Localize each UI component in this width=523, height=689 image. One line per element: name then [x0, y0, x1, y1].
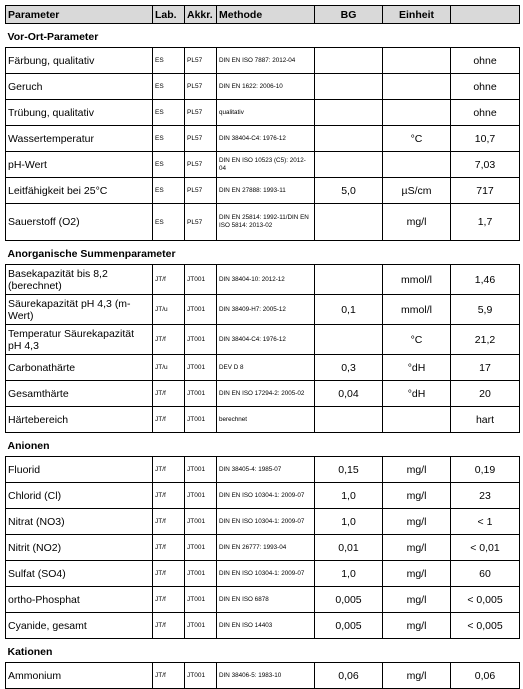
cell-akkr: JT001: [185, 295, 217, 325]
cell-wert: ohne: [451, 48, 520, 74]
section-header: [6, 241, 523, 265]
table-row: [6, 355, 523, 381]
section-title: Kationen: [6, 639, 523, 663]
table-row: [6, 265, 523, 295]
cell-lab: JT/f: [153, 663, 185, 689]
cell-wert: < 0,01: [451, 535, 520, 561]
cell-spacer: [520, 407, 523, 433]
cell-bg: [315, 126, 383, 152]
cell-wert: < 0,005: [451, 613, 520, 639]
table-row: [6, 152, 523, 178]
section-title: Anorganische Summenparameter: [6, 241, 523, 265]
cell-akkr: JT001: [185, 613, 217, 639]
table-row: [6, 407, 523, 433]
cell-einheit: mg/l: [383, 587, 451, 613]
cell-spacer: [520, 457, 523, 483]
cell-spacer: [520, 509, 523, 535]
cell-parameter: pH-Wert: [6, 152, 153, 178]
cell-akkr: JT001: [185, 663, 217, 689]
cell-methode: DIN EN ISO 14403: [217, 613, 315, 639]
cell-spacer: [520, 535, 523, 561]
cell-methode: DIN 38404-C4: 1976-12: [217, 325, 315, 355]
cell-akkr: JT001: [185, 381, 217, 407]
cell-akkr: PL57: [185, 204, 217, 241]
cell-wert: 1,7: [451, 204, 520, 241]
cell-einheit: mg/l: [383, 613, 451, 639]
cell-einheit: °C: [383, 126, 451, 152]
cell-spacer: [520, 663, 523, 689]
cell-bg: [315, 265, 383, 295]
cell-methode: DIN EN ISO 10304-1: 2009-07: [217, 561, 315, 587]
cell-akkr: JT001: [185, 535, 217, 561]
cell-parameter: Sauerstoff (O2): [6, 204, 153, 241]
cell-spacer: [520, 265, 523, 295]
cell-wert: 7,03: [451, 152, 520, 178]
cell-parameter: Färbung, qualitativ: [6, 48, 153, 74]
cell-spacer: [520, 48, 523, 74]
cell-methode: DIN 38406-5: 1983-10: [217, 663, 315, 689]
cell-einheit: mg/l: [383, 457, 451, 483]
cell-akkr: JT001: [185, 265, 217, 295]
cell-wert: 0,06: [451, 663, 520, 689]
cell-parameter: Temperatur Säurekapazität pH 4,3: [6, 325, 153, 355]
section-title: Anionen: [6, 433, 523, 457]
cell-spacer: [520, 355, 523, 381]
cell-bg: [315, 48, 383, 74]
cell-einheit: °C: [383, 325, 451, 355]
table-row: [6, 663, 523, 689]
cell-einheit: [383, 48, 451, 74]
table-row: [6, 561, 523, 587]
table-row: [6, 74, 523, 100]
cell-bg: 0,01: [315, 535, 383, 561]
cell-spacer: [520, 483, 523, 509]
cell-parameter: Ammonium: [6, 663, 153, 689]
cell-wert: 5,9: [451, 295, 520, 325]
cell-parameter: Gesamthärte: [6, 381, 153, 407]
cell-lab: JT/f: [153, 561, 185, 587]
cell-akkr: PL57: [185, 178, 217, 204]
table-row: [6, 535, 523, 561]
table-row: [6, 325, 523, 355]
cell-akkr: PL57: [185, 152, 217, 178]
cell-spacer: [520, 100, 523, 126]
cell-methode: DIN EN ISO 7887: 2012-04: [217, 48, 315, 74]
cell-wert: 717: [451, 178, 520, 204]
cell-wert: < 1: [451, 509, 520, 535]
cell-methode: DIN EN 25814: 1992-11/DIN EN ISO 5814: 2013-02: [217, 204, 315, 241]
cell-wert: < 0,005: [451, 587, 520, 613]
cell-einheit: mg/l: [383, 483, 451, 509]
cell-akkr: JT001: [185, 587, 217, 613]
section-header: [6, 433, 523, 457]
table-row: [6, 509, 523, 535]
cell-methode: DIN EN ISO 10304-1: 2009-07: [217, 509, 315, 535]
cell-wert: 20: [451, 381, 520, 407]
cell-spacer: [520, 381, 523, 407]
cell-bg: 0,06: [315, 663, 383, 689]
cell-lab: JT/f: [153, 407, 185, 433]
cell-lab: ES: [153, 126, 185, 152]
cell-parameter: Nitrit (NO2): [6, 535, 153, 561]
cell-bg: 0,3: [315, 355, 383, 381]
cell-methode: DIN EN 1622: 2006-10: [217, 74, 315, 100]
cell-parameter: Nitrat (NO3): [6, 509, 153, 535]
table-row: [6, 126, 523, 152]
cell-parameter: Cyanide, gesamt: [6, 613, 153, 639]
cell-wert: 23: [451, 483, 520, 509]
cell-einheit: [383, 152, 451, 178]
cell-akkr: PL57: [185, 126, 217, 152]
cell-wert: 1,46: [451, 265, 520, 295]
cell-lab: JT/f: [153, 325, 185, 355]
header-einheit: Einheit: [383, 6, 451, 24]
cell-akkr: JT001: [185, 509, 217, 535]
cell-spacer: [520, 613, 523, 639]
section-header: [6, 639, 523, 663]
cell-parameter: Geruch: [6, 74, 153, 100]
cell-lab: JT/f: [153, 587, 185, 613]
cell-bg: 0,1: [315, 295, 383, 325]
cell-lab: ES: [153, 100, 185, 126]
cell-einheit: [383, 74, 451, 100]
cell-methode: DEV D 8: [217, 355, 315, 381]
cell-bg: 1,0: [315, 561, 383, 587]
header-lab: Lab.: [153, 6, 185, 24]
cell-lab: ES: [153, 204, 185, 241]
cell-wert: 10,7: [451, 126, 520, 152]
cell-akkr: PL57: [185, 48, 217, 74]
header-wert: [451, 6, 520, 24]
cell-einheit: mmol/l: [383, 265, 451, 295]
cell-lab: ES: [153, 74, 185, 100]
table-row: [6, 587, 523, 613]
cell-einheit: mg/l: [383, 561, 451, 587]
cell-akkr: JT001: [185, 561, 217, 587]
table-row: [6, 204, 523, 241]
header-akkr: Akkr.: [185, 6, 217, 24]
cell-bg: [315, 325, 383, 355]
cell-akkr: JT001: [185, 457, 217, 483]
cell-spacer: [520, 295, 523, 325]
cell-akkr: PL57: [185, 100, 217, 126]
cell-wert: 0,19: [451, 457, 520, 483]
cell-methode: DIN EN 26777: 1993-04: [217, 535, 315, 561]
cell-einheit: [383, 100, 451, 126]
table-row: [6, 100, 523, 126]
cell-spacer: [520, 204, 523, 241]
cell-bg: 5,0: [315, 178, 383, 204]
cell-spacer: [520, 126, 523, 152]
cell-lab: JT/f: [153, 613, 185, 639]
cell-methode: DIN EN 27888: 1993-11: [217, 178, 315, 204]
cell-wert: 21,2: [451, 325, 520, 355]
cell-parameter: Härtebereich: [6, 407, 153, 433]
cell-methode: DIN EN ISO 10304-1: 2009-07: [217, 483, 315, 509]
cell-spacer: [520, 561, 523, 587]
cell-einheit: mmol/l: [383, 295, 451, 325]
results-table: [5, 5, 523, 689]
header-methode: Methode: [217, 6, 315, 24]
cell-lab: JT/f: [153, 381, 185, 407]
table-row: [6, 457, 523, 483]
cell-bg: [315, 152, 383, 178]
cell-lab: JT/f: [153, 265, 185, 295]
cell-methode: DIN EN ISO 17294-2: 2005-02: [217, 381, 315, 407]
cell-lab: JT/f: [153, 535, 185, 561]
cell-methode: DIN EN ISO 10523 (C5): 2012-04: [217, 152, 315, 178]
cell-wert: 17: [451, 355, 520, 381]
table-row: [6, 381, 523, 407]
cell-einheit: °dH: [383, 381, 451, 407]
cell-einheit: °dH: [383, 355, 451, 381]
cell-lab: JT/f: [153, 483, 185, 509]
cell-bg: 1,0: [315, 483, 383, 509]
cell-lab: JT/f: [153, 457, 185, 483]
section-title: Vor-Ort-Parameter: [6, 24, 523, 48]
cell-bg: [315, 407, 383, 433]
table-row: [6, 178, 523, 204]
cell-parameter: Leitfähigkeit bei 25°C: [6, 178, 153, 204]
header-spacer: [520, 6, 523, 24]
cell-lab: JT/u: [153, 355, 185, 381]
cell-parameter: Säurekapazität pH 4,3 (m-Wert): [6, 295, 153, 325]
header-parameter: Parameter: [6, 6, 153, 24]
cell-bg: 0,005: [315, 587, 383, 613]
table-body: [6, 24, 523, 689]
cell-parameter: Wassertemperatur: [6, 126, 153, 152]
cell-bg: [315, 74, 383, 100]
cell-einheit: mg/l: [383, 509, 451, 535]
cell-wert: ohne: [451, 100, 520, 126]
cell-bg: 0,005: [315, 613, 383, 639]
cell-bg: [315, 204, 383, 241]
cell-einheit: mg/l: [383, 535, 451, 561]
cell-akkr: JT001: [185, 483, 217, 509]
cell-methode: berechnet: [217, 407, 315, 433]
cell-bg: 0,04: [315, 381, 383, 407]
cell-lab: ES: [153, 178, 185, 204]
cell-methode: DIN EN ISO 6878: [217, 587, 315, 613]
section-header: [6, 24, 523, 48]
cell-parameter: ortho-Phosphat: [6, 587, 153, 613]
cell-parameter: Trübung, qualitativ: [6, 100, 153, 126]
cell-bg: [315, 100, 383, 126]
cell-spacer: [520, 152, 523, 178]
table-row: [6, 483, 523, 509]
table-row: [6, 48, 523, 74]
cell-methode: DIN 38404-C4: 1976-12: [217, 126, 315, 152]
cell-bg: 1,0: [315, 509, 383, 535]
cell-lab: ES: [153, 152, 185, 178]
cell-methode: qualitativ: [217, 100, 315, 126]
cell-einheit: [383, 407, 451, 433]
cell-akkr: JT001: [185, 355, 217, 381]
cell-einheit: mg/l: [383, 204, 451, 241]
cell-parameter: Sulfat (SO4): [6, 561, 153, 587]
cell-akkr: JT001: [185, 407, 217, 433]
cell-lab: JT/f: [153, 509, 185, 535]
cell-wert: hart: [451, 407, 520, 433]
header-bg: BG: [315, 6, 383, 24]
cell-bg: 0,15: [315, 457, 383, 483]
cell-spacer: [520, 587, 523, 613]
cell-einheit: mg/l: [383, 663, 451, 689]
cell-wert: ohne: [451, 74, 520, 100]
cell-spacer: [520, 325, 523, 355]
table-row: [6, 295, 523, 325]
cell-parameter: Basekapazität bis 8,2 (berechnet): [6, 265, 153, 295]
cell-akkr: JT001: [185, 325, 217, 355]
cell-lab: JT/u: [153, 295, 185, 325]
cell-parameter: Chlorid (Cl): [6, 483, 153, 509]
cell-wert: 60: [451, 561, 520, 587]
cell-spacer: [520, 74, 523, 100]
cell-lab: ES: [153, 48, 185, 74]
cell-methode: DIN 38409-H7: 2005-12: [217, 295, 315, 325]
cell-parameter: Fluorid: [6, 457, 153, 483]
cell-methode: DIN 38404-10: 2012-12: [217, 265, 315, 295]
cell-einheit: µS/cm: [383, 178, 451, 204]
cell-akkr: PL57: [185, 74, 217, 100]
table-row: [6, 613, 523, 639]
cell-parameter: Carbonathärte: [6, 355, 153, 381]
header-row: [6, 6, 523, 24]
cell-spacer: [520, 178, 523, 204]
cell-methode: DIN 38405-4: 1985-07: [217, 457, 315, 483]
